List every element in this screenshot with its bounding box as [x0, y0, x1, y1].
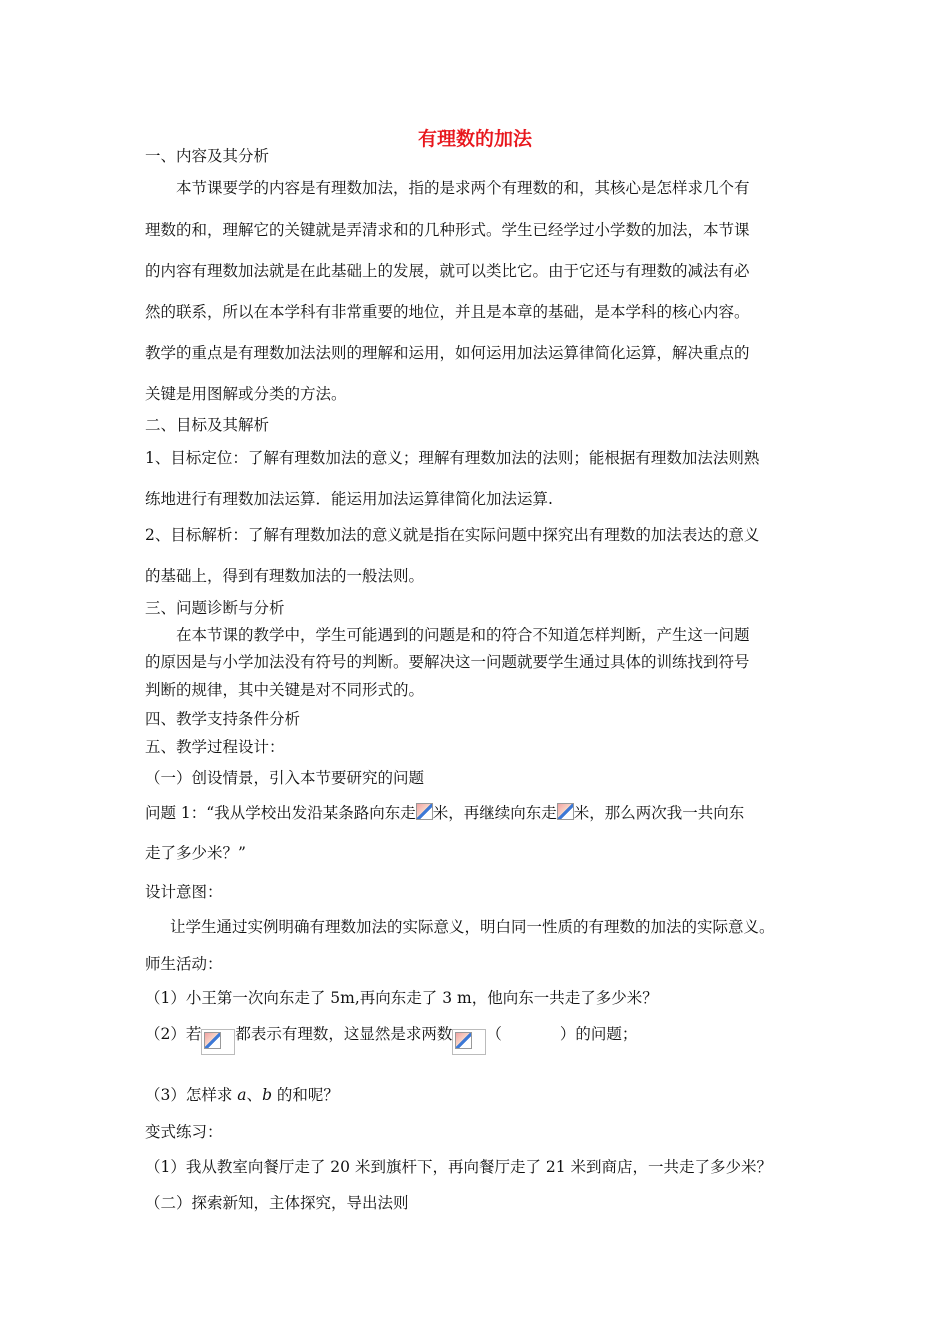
question-text: 米，那么两次我一共向东	[573, 804, 745, 822]
paragraph-line: 理数的和，理解它的关键就是弄清求和的几种形式。学生已经学过小学数的加法，本节课	[145, 221, 750, 239]
paragraph-line: 教学的重点是有理数加法法则的理解和运用，如何运用加法运算律简化运算，解决重点的	[145, 344, 750, 362]
question-1-line	[145, 803, 744, 823]
activity-label: 师生活动：	[145, 955, 223, 973]
exercise-item: （1）我从教室向餐厅走了 20 米到旗杆下，再向餐厅走了 21 米到商店，一共走了多少米？	[145, 1158, 773, 1176]
paragraph-line: 的原因是与小学加法没有符号的判断。要解决这一问题就要学生通过具体的训练找到符号	[145, 653, 750, 671]
document-title: 有理数的加法	[417, 128, 532, 150]
formula-image-icon	[416, 803, 433, 820]
subsection-heading: （一）创设情景，引入本节要研究的问题	[145, 769, 425, 787]
paragraph-line: 判断的规律，其中关键是对不同形式的。	[145, 681, 425, 699]
paragraph-line: 1、目标定位：了解有理数加法的意义；理解有理数加法的法则；能根据有理数加法法则熟	[145, 449, 760, 467]
formula-image-icon	[201, 1029, 235, 1055]
formula-image-icon	[452, 1029, 486, 1055]
design-intent-text: 让学生通过实例明确有理数加法的实际意义，明白同一性质的有理数的加法的实际意义。	[170, 918, 775, 936]
activity-text: ）的问题；	[559, 1025, 638, 1043]
paragraph-line: 本节课要学的内容是有理数加法，指的是求两个有理数的和，其核心是怎样求几个有	[176, 179, 750, 197]
section-1-heading: 一、内容及其分析	[145, 147, 270, 165]
paragraph-line: 的基础上，得到有理数加法的一般法则。	[145, 567, 425, 585]
activity-text: （2）若	[145, 1025, 202, 1043]
section-3-heading: 三、问题诊断与分析	[145, 599, 285, 617]
section-2-heading: 二、目标及其解析	[145, 416, 270, 434]
paragraph-line: 2、目标解析：了解有理数加法的意义就是指在实际问题中探究出有理数的加法表达的意义	[145, 526, 760, 544]
variant-exercise-label: 变式练习：	[145, 1123, 223, 1141]
paragraph-line: 走了多少米？”	[145, 844, 246, 862]
activity-item	[145, 1024, 637, 1055]
activity-item: （1）小王第一次向东走了 5m,再向东走了 3 m，他向东一共走了多少米？	[145, 989, 658, 1007]
question-text: 米，再继续向东走	[432, 804, 557, 822]
paragraph-line: 然的联系，所以在本学科有非常重要的地位，并且是本章的基础，是本学科的核心内容。	[145, 303, 750, 321]
variable-a: a	[237, 1086, 247, 1104]
section-4-heading: 四、教学支持条件分析	[145, 710, 301, 728]
activity-item: （3）怎样求 a、b 的和呢？	[145, 1086, 339, 1104]
paragraph-line: 的内容有理数加法就是在此基础上的发展，就可以类比它。由于它还与有理数的减法有必	[145, 262, 750, 280]
paragraph-line: 关键是用图解或分类的方法。	[145, 385, 347, 403]
section-5-heading: 五、教学过程设计：	[145, 738, 285, 756]
activity-text: 都表示有理数，这显然是求两数	[235, 1025, 453, 1043]
subsection-heading: （二）探索新知，主体探究，导出法则	[145, 1194, 409, 1212]
question-text: 问题 1：“我从学校出发沿某条路向东走	[145, 804, 416, 822]
paragraph-line: 练地进行有理数加法运算．能运用加法运算律简化加法运算.	[145, 490, 553, 508]
variable-b: b	[262, 1086, 272, 1104]
formula-image-icon	[557, 803, 574, 820]
paragraph-line: 在本节课的教学中，学生可能遇到的问题是和的符合不知道怎样判断，产生这一问题	[176, 626, 750, 644]
activity-text: （	[486, 1025, 502, 1043]
design-intent-label: 设计意图：	[145, 883, 223, 901]
